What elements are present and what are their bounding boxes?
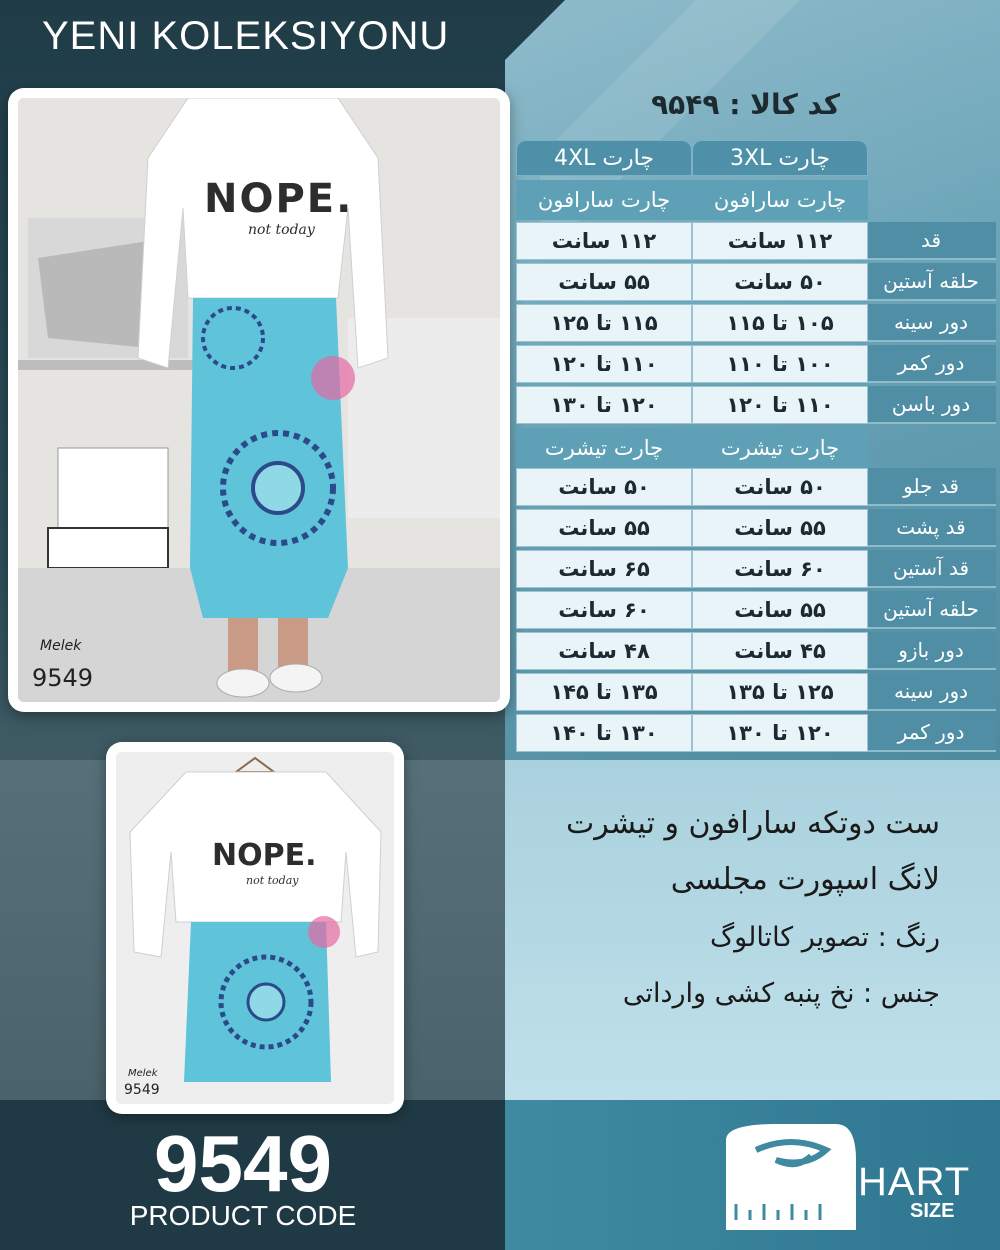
garment-print-main: NOPE.	[212, 838, 317, 873]
watermark-code: 9549	[32, 664, 94, 692]
size-cell-3xl: ۵۵ سانت	[692, 509, 868, 547]
row-label: حلقه آستین	[866, 591, 996, 629]
size-cell-3xl: ۱۲۵ تا ۱۳۵	[692, 673, 868, 711]
logo-subtitle: SIZE	[910, 1200, 955, 1222]
size-cell-4xl: ۱۱۵ تا ۱۲۵	[516, 304, 692, 342]
description-subtitle: لانگ اسپورت مجلسی	[670, 862, 940, 897]
size-cell-4xl: ۱۱۰ تا ۱۲۰	[516, 345, 692, 383]
tab-3xl[interactable]: چارت 3XL	[692, 140, 868, 176]
product-code-number: 9549	[154, 1119, 332, 1208]
size-cell-3xl: ۱۰۵ تا ۱۱۵	[692, 304, 868, 342]
size-cell-4xl: ۵۰ سانت	[516, 468, 692, 506]
size-cell-4xl: ۶۰ سانت	[516, 591, 692, 629]
row-label: دور سینه	[866, 304, 996, 342]
row-label: قد آستین	[866, 550, 996, 588]
watermark-name: Melek	[40, 638, 82, 654]
tab-4xl[interactable]: چارت 4XL	[516, 140, 692, 176]
size-cell-4xl: ۶۵ سانت	[516, 550, 692, 588]
description-material: جنس : نخ پنبه کشی وارداتی	[622, 978, 940, 1009]
size-cell-3xl: ۵۰ سانت	[692, 468, 868, 506]
row-label: دور سینه	[866, 673, 996, 711]
product-photo-main[interactable]	[8, 88, 510, 712]
size-cell-3xl: ۱۲۰ تا ۱۳۰	[692, 714, 868, 752]
size-cell-4xl: ۵۵ سانت	[516, 263, 692, 301]
row-label: دور کمر	[866, 345, 996, 383]
size-cell-3xl: ۶۰ سانت	[692, 550, 868, 588]
product-photo-secondary[interactable]	[106, 742, 404, 1114]
shirt-chart-header-3xl: چارت تیشرت	[692, 428, 868, 468]
product-code-label: کد کالا : ۹۵۴۹	[651, 88, 840, 121]
logo-wordmark: HART	[858, 1160, 971, 1204]
size-cell-4xl: ۱۳۰ تا ۱۴۰	[516, 714, 692, 752]
row-label: قد پشت	[866, 509, 996, 547]
sweater-print-sub: not today	[248, 222, 315, 238]
garment-flatlay-illustration	[116, 752, 394, 1104]
row-label: دور باسن	[866, 386, 996, 424]
size-cell-3xl: ۱۱۲ سانت	[692, 222, 868, 260]
row-label: قد	[866, 222, 996, 260]
row-label: دور بازو	[866, 632, 996, 670]
size-cell-3xl: ۱۱۰ تا ۱۲۰	[692, 386, 868, 424]
photo-secondary-canvas	[116, 752, 394, 1104]
dress-chart-header-3xl: چارت سارافون	[692, 180, 868, 220]
row-label: قد جلو	[866, 468, 996, 506]
row-label: دور کمر	[866, 714, 996, 752]
size-cell-4xl: ۴۸ سانت	[516, 632, 692, 670]
description-color: رنگ : تصویر کاتالوگ	[709, 922, 940, 953]
dress-chart-header-4xl: چارت سارافون	[516, 180, 692, 220]
size-cell-4xl: ۵۵ سانت	[516, 509, 692, 547]
sweater-print-main: NOPE.	[204, 176, 354, 222]
size-cell-4xl: ۱۱۲ سانت	[516, 222, 692, 260]
photo-main-canvas	[18, 98, 500, 702]
size-cell-3xl: ۵۰ سانت	[692, 263, 868, 301]
description-title: ست دوتکه سارافون و تیشرت	[565, 806, 940, 841]
row-label: حلقه آستین	[866, 263, 996, 301]
size-cell-3xl: ۱۰۰ تا ۱۱۰	[692, 345, 868, 383]
watermark-code-secondary: 9549	[124, 1082, 160, 1098]
brand-title: YENI KOLEKSIYONU	[42, 14, 450, 58]
size-cell-3xl: ۵۵ سانت	[692, 591, 868, 629]
watermark-name-secondary: Melek	[128, 1068, 158, 1079]
size-cell-4xl: ۱۳۵ تا ۱۴۵	[516, 673, 692, 711]
size-cell-4xl: ۱۲۰ تا ۱۳۰	[516, 386, 692, 424]
garment-print-sub: not today	[246, 874, 299, 887]
shirt-chart-header-4xl: چارت تیشرت	[516, 428, 692, 468]
size-cell-3xl: ۴۵ سانت	[692, 632, 868, 670]
product-code-caption: PRODUCT CODE	[129, 1200, 357, 1231]
